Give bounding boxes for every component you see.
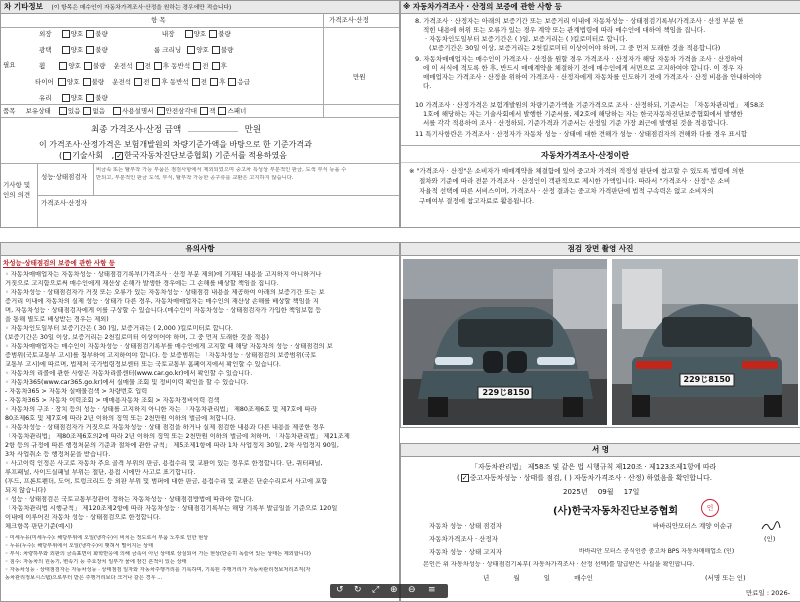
caution-line: 이내에 이루어진 자동차 성능 · 상태점검으로 한정합니다. [5, 514, 161, 521]
note-9d: 다. [423, 82, 432, 90]
col-item-header: 항 목 [151, 16, 166, 24]
sign-seal: 인 [701, 499, 719, 517]
perf-divider [93, 163, 94, 195]
rear-car-photo[interactable] [612, 259, 798, 425]
caution-line: ◦ 자동차의 리콜에 관한 사항은 자동차리콜센터(www.car.go.kr)에서 확인할 수 있습니다. [5, 370, 253, 377]
perf-inspector-text-1: 비금속 또는 탈부착 가능 부품은 점검사항에서 제외되었으며 중고차 특성상 부분적인 판금, 도색 부식 등을 수 [96, 167, 347, 173]
sign-date: 2025년 09월 17일 [563, 488, 640, 496]
inspection-photos-section [400, 242, 800, 428]
caution-section [0, 242, 400, 602]
final-rule [1, 117, 399, 118]
caution-small-line: ◦ 자동차성능 · 상태점검자는 자동차성능 · 상태점검 일자와 자동차주행거리를 기록하며, 기록된 주행거리가 자동차관리정보처리조직(자 [5, 567, 311, 573]
sign-row-3-value: 바바리안 모터스 공식인증 중고차 BPS 자동차매매업소 (인) [579, 548, 735, 555]
zoom-out-icon[interactable]: ⊖ [408, 585, 416, 595]
note-10c: 서를 각각 적용하여 조사 · 산정하되, 기준가격과 기준서는 산정일 기준 가장 최근에 발행된 것을 적용합니다. [423, 119, 729, 127]
expiry-footer: 만료일 : 2026- [746, 589, 791, 597]
price-rule [37, 195, 399, 196]
section-title: 차 기타정보 [4, 2, 43, 11]
caution-line: 거짓으로 고지함으로써 매수인에게 재산상 손해가 발생한 경우에는 그 손해를 배상할 책임을 집니다. [5, 280, 279, 287]
final-price-unit: 만원 [244, 125, 262, 135]
basis-kaida-checkbox[interactable]: ✓ [116, 151, 123, 160]
note-9c: 매매업자는 가격조사 · 산정을 위하여 가격조사 · 산정자에게 자동차를 인도하기 전에 가격조사 · 산정 비용을 안내하여야 [423, 73, 762, 81]
caution-line: - 자동차365 > 자동차 실매물검색 > 차량번호 입력 [5, 388, 148, 395]
front-license-plate: 229じ8150 [482, 388, 530, 397]
rotate-right-icon[interactable]: ↻ [354, 585, 362, 595]
caution-small-line: ◦ 침수: 자동차의 원동기, 변속기 등 주요장치 일부가 물에 잠긴 흔적이 있는 상태 [5, 559, 187, 565]
row-tire: 타이어 양호 불량 운전석 전 후 동반석 전 후 응급 [35, 78, 251, 86]
gloss-good-checkbox[interactable] [62, 46, 70, 54]
section-title-note: (이 항목은 매수인이 자동차가격조사·산정을 원하는 경우에만 적습니다) [51, 5, 232, 11]
sign-law-line-2: ( ✓ 중고자동차성능 · 상태를 점검, ( ) 자동차가격조사 · 산정) 하였음을 확인합니다. [457, 474, 712, 482]
rear-license-plate: 229じ8150 [683, 375, 731, 384]
remarks-side-label-1: 기사항 및 [3, 181, 31, 189]
exterior-good-checkbox[interactable] [62, 30, 70, 38]
caution-line: ◦ 자동차의 구조 · 장치 등의 성능 · 상태를 고지하지 아니한 자는 「자동차관리법」 제80조제6호 및 제7호에 따라 [5, 406, 317, 413]
caution-line: ◦ 자동차365(www.car365.go.kr)에서 실매물 조회 및 정비이력 확인을 할 수 있습니다. [5, 379, 249, 386]
interior-good-checkbox[interactable] [185, 30, 193, 38]
notice-title-rule [401, 162, 800, 163]
tire-passenger-front-checkbox[interactable] [192, 78, 200, 86]
caution-line: 체크항목 판단기준(예시) [5, 523, 73, 530]
tire-driver-front-checkbox[interactable] [134, 78, 142, 86]
sign-row-4: 본인은 위 자동차성능 · 상태점검기록부( 자동차가격조사 · 산정 선택)를 발급받은 사실을 확인합니다. [423, 561, 695, 568]
caution-line: ◦ 자동차인도일부터 보증기간은 ( 30 )일, 보증거리는 ( 2,000 )킬로미터로 합니다. [5, 325, 233, 332]
zoom-in-icon[interactable]: ⊕ [390, 585, 398, 595]
basis-tech-checkbox[interactable] [63, 152, 71, 160]
caution-line: - 자동차365 > 자동차 이력조회 > 매매용자동차 조회 > 자동차정비이력 검색 [5, 397, 220, 404]
caution-small-line: ◦ 미세누유(미세누수): 해당부위에 오일(냉각수)이 비치는 정도로서 부품 노후로 인한 현상 [5, 535, 209, 541]
wheel-driver-front-checkbox[interactable] [136, 62, 144, 70]
note-11: 11 특기사항란은 가격조사 · 산정자가 자동차 성능 · 상태에 대한 견해가 성능 · 상태점검자의 견해와 다를 경우 표시합 [415, 130, 748, 138]
sign-law-line-1: 「자동차관리법」 제58조 및 같은 법 시행규칙 제120조 · 제123조제1항에 따라 [471, 463, 717, 471]
tire-good-checkbox[interactable] [58, 78, 66, 86]
caution-line: 3차 사업취소 등 행정처분을 받습니다. [5, 451, 111, 458]
viewer-toolbar [330, 584, 448, 598]
note-8d: (보증기간은 30일 이상, 보증거리는 2천킬로미터 이상이어야 하며, 그 중 먼저 도래한 것을 적용합니다) [429, 44, 721, 52]
items-have-checkbox[interactable] [59, 107, 67, 115]
wheel-passenger-front-checkbox[interactable] [193, 62, 201, 70]
final-price-row [91, 122, 261, 135]
signature-header: 서 명 [401, 444, 800, 457]
sign-row-2-label: 자동차가격조사 · 산정자 [429, 535, 498, 543]
tire-emergency-checkbox[interactable] [228, 78, 236, 86]
note-8: 8. 가격조사 · 산정자는 아래의 보증기간 또는 보증거리 이내에 자동차성능 · 상태점검기록부(가격조사 · 산정 부분 한 [415, 17, 744, 25]
notice-line-4: 구매여부 결정에 참고자료로 활용됩니다. [419, 197, 535, 205]
caution-line: ◦ 자동차성능 · 상태점검자가 거짓 또는 오류가 있는 자동차성능 · 상태점검 내용을 제공하여 아래의 보증기간 또는 보 [5, 289, 325, 296]
notice-line-2: 절차와 기준에 따라 전문 가격조사 · 산정인이 객관적으로 제시한 가액입니다. 따라서 "가격조사 · 산정"은 소비 [419, 177, 731, 185]
price-inspector-label: 가격조사·산정자 [41, 199, 88, 207]
caution-line: (후드, 프론트펜더, 도어, 트렁크리드 등 외판 부위 및 범퍼에 대한 판금, 용접수리 및 교환은 단순수리로서 사고에 포함 [5, 478, 328, 485]
caution-header: 유의사항 [1, 243, 399, 256]
note-8b: 적힌 내용에 허위 또는 오류가 있는 경우 계약 또는 관계법령에 따라 매수인에 대하여 책임을 집니다. [423, 26, 706, 34]
sign-organization: (사)한국자동차진단보증협회 [553, 506, 679, 517]
notice-title: 자동차가격조사·산정이란 [541, 151, 630, 160]
caution-line: 되지 않습니다) [5, 487, 46, 494]
sign-row-1-value: 바바리안모터스 계양 이순규 [653, 522, 733, 530]
remarks-side-label-2: 인의 의견 [3, 191, 31, 199]
menu-icon[interactable]: ≡ [428, 585, 436, 595]
sign-row-3-label: 자동차 성능 · 상태 고지자 [429, 548, 503, 556]
tire-bad-checkbox[interactable] [83, 78, 91, 86]
basis-line: 이 가격조사·산정가격은 보험개발원의 차량기준가액을 바탕으로 한 기준가격과 [39, 140, 312, 149]
caution-line: ◦ 자동차성능 · 상태점검자가 거짓으로 자동차성능 · 상태 점검을 하거나 실제 점검한 내용과 다른 내용을 제공한 경우 [5, 424, 325, 431]
row-gloss: 광택 양호 불량 룸 크리닝 양호 불량 [39, 46, 234, 54]
rotate-left-icon[interactable]: ↺ [336, 585, 344, 595]
caution-line: 을 통해 별도로 배상받는 경우는 제외) [5, 316, 109, 323]
caution-line: ◦ 자동차매매업자는 자동차성능 · 상태점검기록부(가격조사 · 산정 부분 제외)에 기재된 내용을 고지하지 아니하거나 [5, 271, 322, 278]
cleaning-good-checkbox[interactable] [187, 46, 195, 54]
gloss-bad-checkbox[interactable] [86, 46, 94, 54]
note-10b: 1호에 해당하는 자는 기술사회에서 발행한 기준서를, 제2호에 해당하는 자는 한국자동차진단보증협회에서 발행한 [423, 110, 743, 118]
remarks-rule [1, 163, 399, 164]
caution-line: 루프패널, 사이드실패널 부위는 절단, 용접 시에만 사고로 표기합니다. [5, 469, 196, 476]
section-header [1, 1, 399, 14]
front-car-photo[interactable] [403, 259, 607, 425]
basis-options: ( 기술사회 , ✓ 한국자동차진단보증협회) 기준서를 적용하였음 [59, 151, 287, 160]
caution-line: 「자동차관리법 시행규칙」 제120조제2항에 따라 자동차성능 · 상태점검기록부는 해당 기록부 발급일을 기준으로 120일 [5, 505, 338, 512]
items-jack-checkbox[interactable] [200, 107, 208, 115]
notice-rule [401, 145, 800, 146]
interior-bad-checkbox[interactable] [209, 30, 217, 38]
rear-car-illustration [612, 259, 798, 425]
sign-row-2-value: (인) [764, 535, 776, 543]
caution-line: 며, 자동차성능 · 상태점검자에게 이를 구상할 수 있습니다.(매수인이 자동차성능 · 상태점검자가 가입한 책임보험 등 [5, 307, 322, 314]
caution-line: ◦ 사고이력 인정은 사고로 자동차 주요 골격 부위의 판금, 용접수리 및 교환이 있는 경우로 한정합니다. 단, 쿼터패널, [5, 460, 323, 467]
wheel-driver-rear-checkbox[interactable] [154, 62, 162, 70]
perf-inspector-text-2: 반되고, 부분적인 판금 도색, 부식, 탈부착 가능한 공구류를 교환은 고지하지 않습니다. [96, 175, 294, 181]
fit-screen-icon[interactable]: ⤢ [372, 585, 380, 595]
perf-inspector-label: 성능·상태점검자 [41, 173, 88, 181]
cleaning-bad-checkbox[interactable] [212, 46, 220, 54]
note-9: 9. 자동차매매업자는 매수인이 가격조사 · 산정을 원할 경우 가격조사 · 산정자가 해당 자동차 가격을 조사 · 산정하여 [415, 55, 744, 63]
caution-line: 80조제6호 및 제7호에 따라 2년 이하의 징역 또는 2천만원 이하의 벌금에 처합니다. [5, 415, 236, 422]
signature-scribble-icon [761, 520, 781, 532]
note-8c: · 자동차인도일부터 보증기간은 ( )일, 보증거리는 ( )킬로미터로 합니다. [425, 35, 628, 43]
caution-line: 교통부 고시)에 따르며, 법제처 국가법령정보센터 또는 국토교통부 홈페이지에서 확인할 수 있습니다. [5, 361, 281, 368]
caution-line: ◦ 자동차매매업자는 매수인이 자동차성능 · 상태점검기록부를 매수인에게 고지할 때 해당 자동차의 성능 · 상태점검의 보 [5, 343, 333, 350]
group-label: 필요 [3, 61, 16, 69]
caution-line: ◦ 성능 · 상태점검은 국토교통부장관이 정하는 자동차성능 · 상태점검방법에 따라야 합니다. [5, 496, 254, 503]
caution-small-line: ◦ 누유(누수): 해당부위에서 오일(냉각수)이 맺혀서 떨어지는 상태 [5, 543, 154, 549]
wheel-passenger-rear-checkbox[interactable] [212, 62, 220, 70]
front-car-illustration [403, 259, 607, 425]
used-car-check-checkbox[interactable]: ✓ [461, 474, 468, 482]
note-10: 10 가격조사 · 산정가격은 보험개발원의 차량기준가액을 기준가격으로 조사 · 산정하되, 기준서는 「자동차관리법」 제58조 [415, 101, 765, 109]
sign-row-1-label: 자동차 성능 · 상태 점검자 [429, 522, 503, 530]
tire-passenger-rear-checkbox[interactable] [210, 78, 218, 86]
caution-small-line: ◦ 부식: 차량하부와 외판의 금속표면이 화학반응에 의해 금속이 아닌 상태로 상실되어 가는 현상(단순히 녹슬어 있는 상태는 제외합니다) [5, 551, 311, 557]
final-price-label: 최종 가격조사·산정 금액 [91, 125, 182, 135]
photos-header: 점검 장면 촬영 사진 [401, 243, 800, 256]
items-rule [1, 104, 399, 105]
signature-section [400, 443, 800, 602]
items-triangle-checkbox[interactable] [157, 107, 165, 115]
caution-lines [5, 271, 397, 532]
glass-bad-checkbox[interactable] [86, 94, 94, 102]
caution-small-line: 동차관리정보시스템)으로부터 받은 주행거리보다 크거나 같은 경우 ... [5, 575, 163, 581]
price-column-divider [323, 13, 324, 117]
notice-line-3: 자율적 선택에 따른 서비스이며, 가격조사 · 산정 결과는 중고차 가격판단에 법적 구속력은 없고 소비자의 [419, 187, 714, 195]
items-manual-checkbox[interactable] [113, 107, 121, 115]
note-9b: 에 이 서식에 적도록 한 후, 반드시 매매계약을 체결하기 전에 매수인에게 서면으로 고지하여야 합니다. 이 경우 자 [423, 64, 743, 72]
vehicle-extra-info-section [0, 0, 400, 228]
row-exterior: 외장 양호 불량 내장 양호 불량 [39, 30, 231, 38]
won-label: 만원 [353, 73, 366, 81]
caution-line: 「자동차관리법」 제80조제6호의2에 따라 2년 이하의 징역 또는 2천만원 이하의 벌금에 처하며, 「자동차관리법」 제21조제 [5, 433, 350, 440]
col-price-header: 가격조사·산정 [329, 16, 369, 24]
caution-line: 2항 등의 규정에 따른 행정처분의 기준과 절차에 관한 규칙」 제5조제1항에 따라 1차 사업정지 30일, 2차 사업정지 90일, [5, 442, 339, 449]
caution-small-lines [5, 535, 397, 583]
caution-subtitle: 차성능·상태점검의 보증에 관한 사항 등 [3, 259, 115, 267]
guarantee-header: ※ 자동차가격조사 · 산정의 보증에 관한 사항 등 [401, 1, 800, 14]
wheel-bad-checkbox[interactable] [84, 62, 92, 70]
row-glass: 유리 양호 불량 [39, 94, 108, 102]
notice-line-1: ※ "가격조사 · 산정"은 소비자가 매매계약을 체결함에 있어 중고차 가격의 적정성 판단에 참고할 수 있도록 법령에 의한 [409, 167, 745, 175]
caution-line: 증범위(국토교통부 고시)를 첨부하여 고지하여야 합니다. 등 보증범위는 「자동차성능 · 상태점검의 보증범위(국토 [5, 352, 317, 359]
header-rule [1, 27, 399, 28]
items-none-checkbox[interactable] [83, 107, 91, 115]
sign-row-1-signature [761, 517, 781, 529]
caution-line: 증거리 이내에 자동차의 실제 성능 · 상태가 다른 경우, 자동차매매업자는 매수인의 재산상 손해를 배상할 책임을 지 [5, 298, 319, 305]
items-spanner-checkbox[interactable] [218, 107, 226, 115]
sign-row-5: 년 월 일 매수인 (서명 또는 인) [483, 574, 746, 582]
glass-good-checkbox[interactable] [62, 94, 70, 102]
caution-line: (보증기간은 30일 이상, 보증거리는 2천킬로미터 이상이어야 하며, 그 중 먼저 도래한 것을 적용) [5, 334, 269, 341]
row-wheel: 휠 양호 불량 운전석 전 후 동반석 전 후 [39, 62, 227, 70]
final-price-input[interactable] [188, 122, 238, 132]
price-guarantee-section [400, 0, 800, 228]
row-items: 품목 보유상태 있음 없음 사용설명서 안전삼각대 잭 스패너 [3, 107, 247, 115]
wheel-good-checkbox[interactable] [59, 62, 67, 70]
exterior-bad-checkbox[interactable] [86, 30, 94, 38]
tire-driver-rear-checkbox[interactable] [152, 78, 160, 86]
